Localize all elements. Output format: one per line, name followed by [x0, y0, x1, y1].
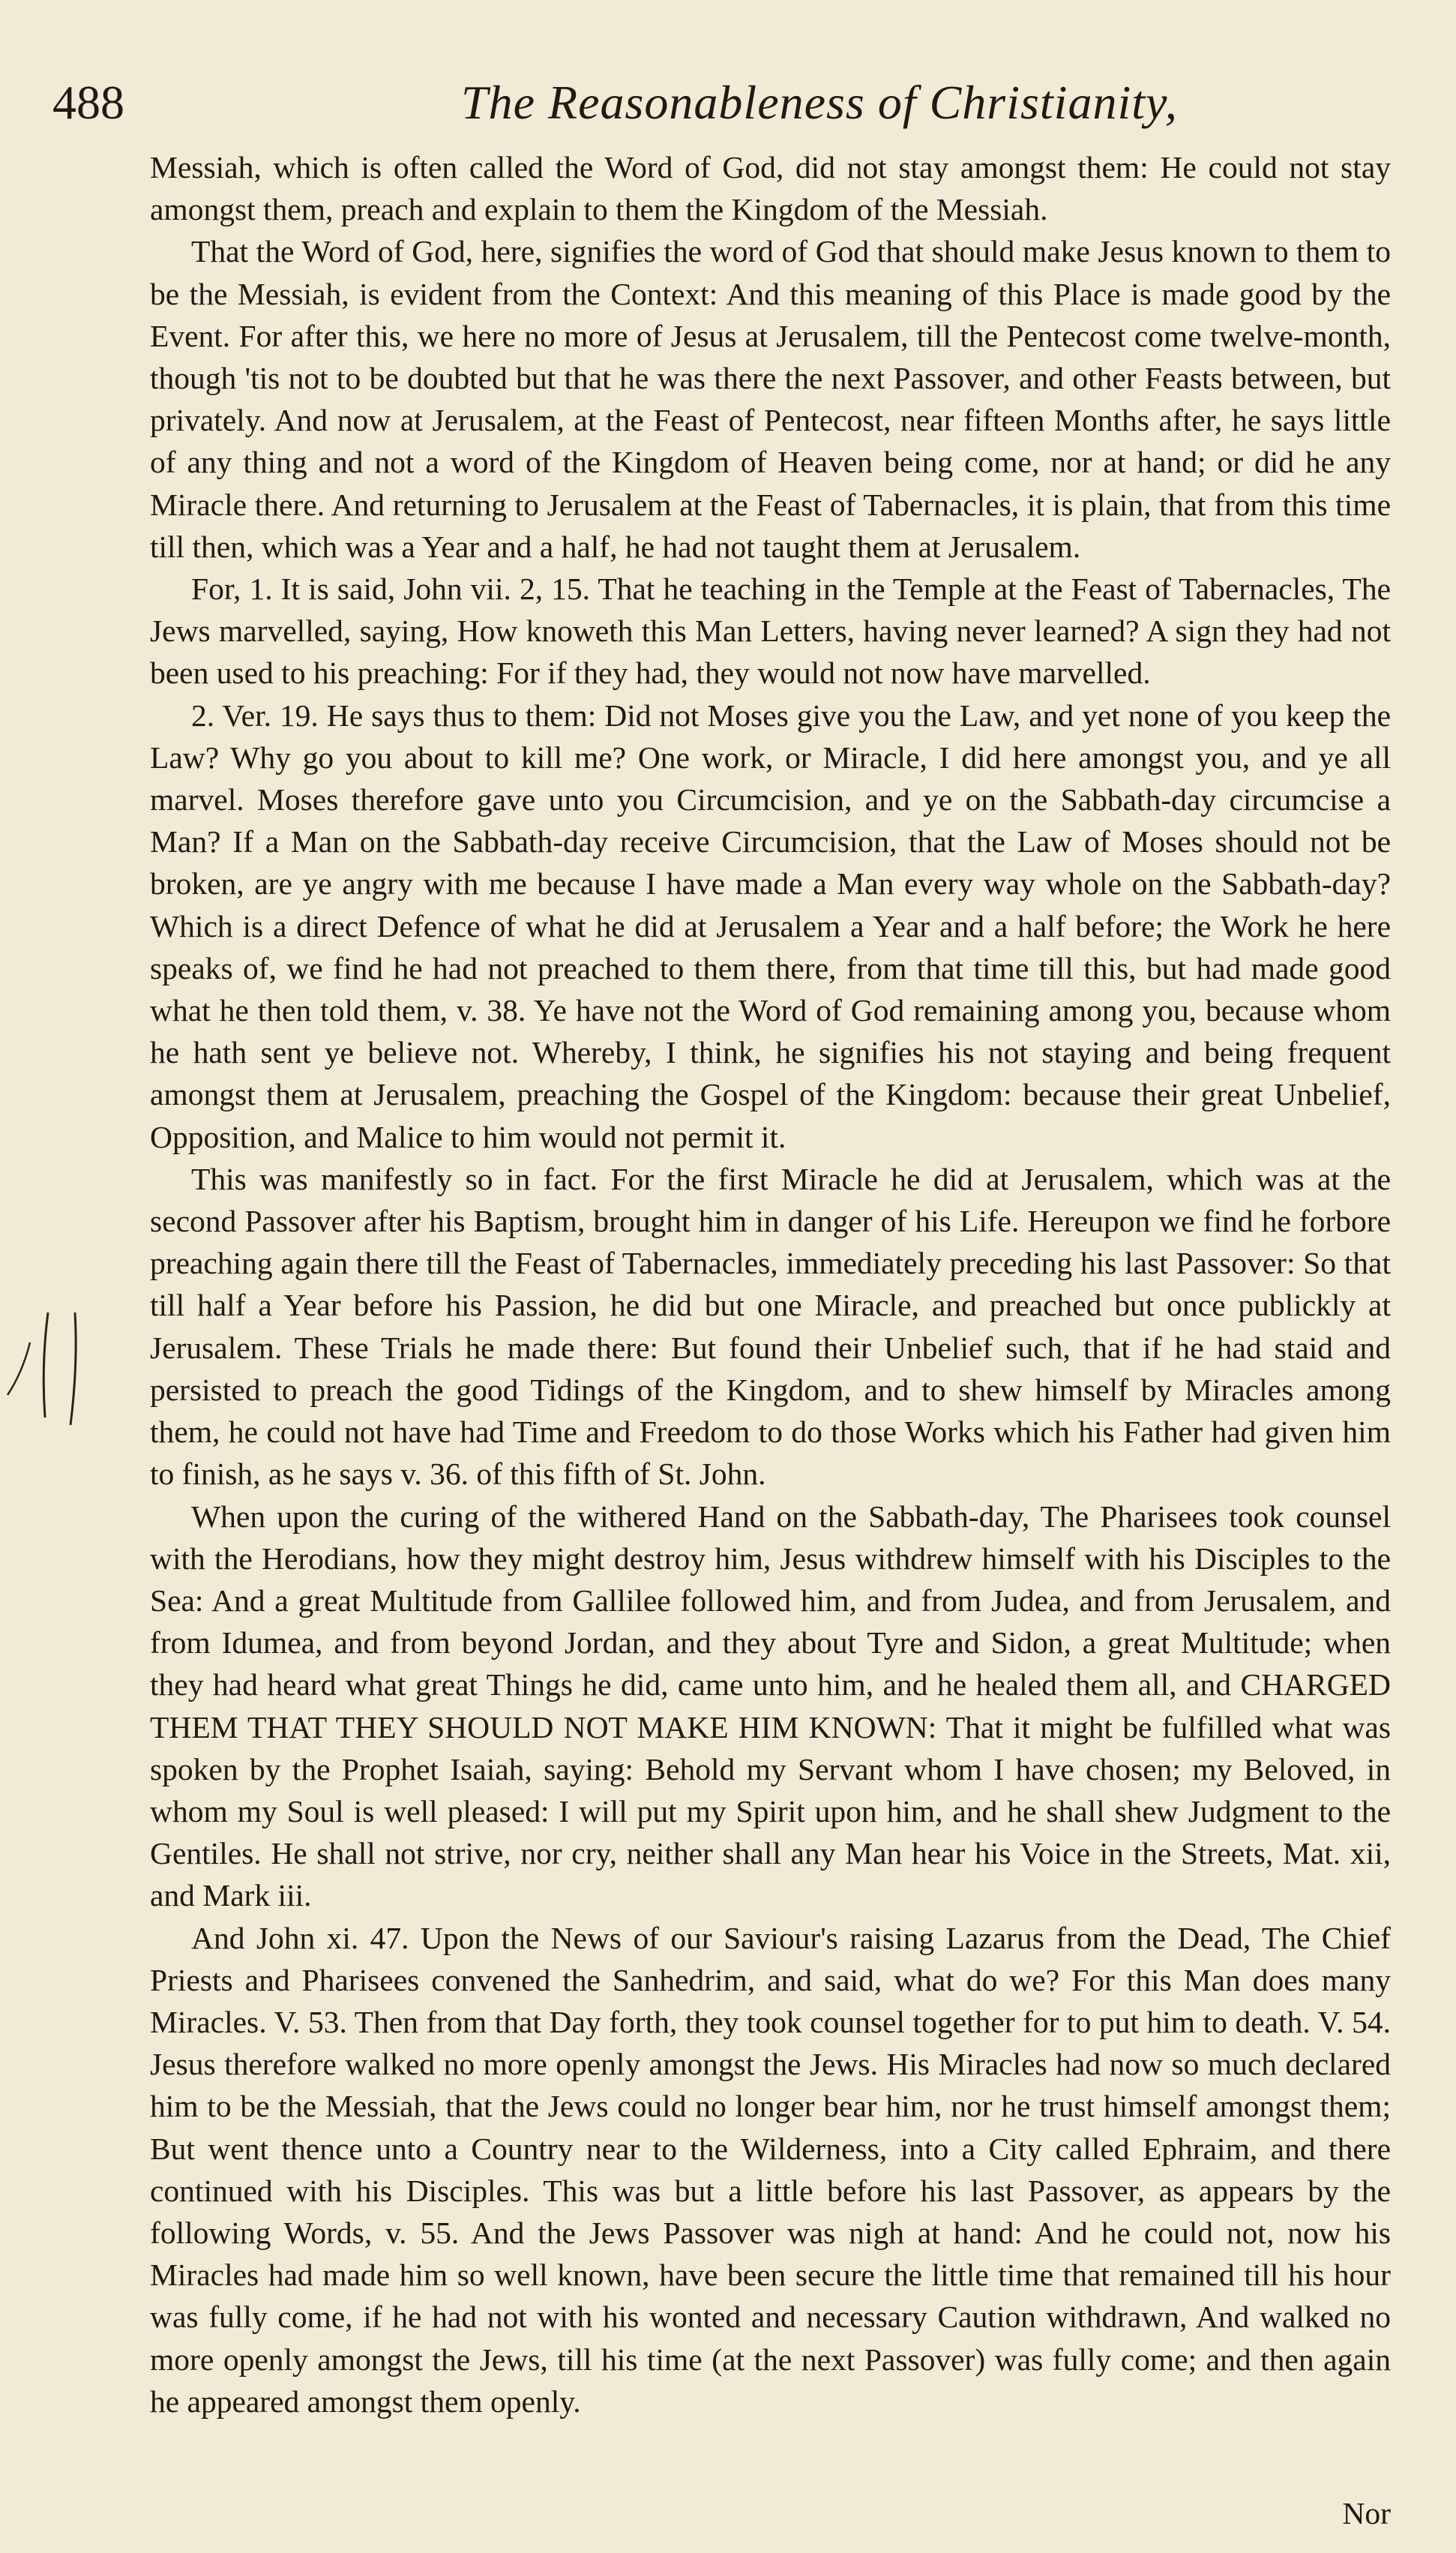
page-number: 488	[52, 76, 124, 129]
paragraph: That the Word of God, here, signifies the word of God that should make Jesus known to them to be the Messiah, is evident from the Context: And this meaning of this Place is made good by the Event. For after this, we here no more of Jesus at Jerusalem, till the Pentecost come twelve-month, though 'tis not to be doubted but that he was there the next Passover, and other Feasts between, but privately. And now at Jerusalem, at the Feast of Pentecost, near fifteen Months after, he says little of any thing and not a word of the Kingdom of Heaven being come, nor at hand; or did he any Miracle there. And returning to Jerusalem at the Feast of Tabernacles, it is plain, that from this time till then, which was a Year and a half, he had not taught them at Jerusalem.	[150, 234, 1391, 564]
paragraph: For, 1. It is said, John vii. 2, 15. That he teaching in the Temple at the Feast of Tabernacles, The Jews marvelled, saying, How knoweth this Man Letters, having never learned? A sign they had not been used to his preaching: For if they had, they would not now have marvelled.	[150, 572, 1391, 691]
paragraph: This was manifestly so in fact. For the first Miracle he did at Jerusalem, which was at the second Passover after his Baptism, brought him in danger of his Life. Hereupon we find he forbore preaching again there till the Feast of Tabernacles, immediately preceding his last Passover: So that till half a Year before his Passion, he did but one Miracle, and preached but once publickly at Jerusalem. These Trials he made there: But found their Unbelief such, that if he had staid and persisted to preach the good Tidings of the Kingdom, and to shew himself by Miracles among them, he could not have had Time and Freedom to do those Works which his Father had given him to finish, as he says v. 36. of this fifth of St. John.	[150, 1161, 1391, 1492]
paragraph: And John xi. 47. Upon the News of our Saviour's raising Lazarus from the Dead, The Chief Priests and Pharisees convened the Sanhedrim, and said, what do we? For this Man does many Miracles. V. 53. Then from that Day forth, they took counsel together for to put him to death. V. 54. Jesus therefore walked no more openly amongst the Jews. His Miracles had now so much declared him to be the Messiah, that the Jews could no longer bear him, nor he trust himself amongst them; But went thence unto a Country near to the Wilderness, into a City called Ephraim, and there continued with his Disciples. This was but a little before his last Passover, as appears by the following Words, v. 55. And the Jews Passover was nigh at hand: And he could not, now his Miracles had made him so well known, have been secure the little time that remained till his hour was fully come, if he had not with his wonted and necessary Caution withdrawn, And walked no more openly amongst the Jews, till his time (at the next Passover) was fully come; and then again he appeared amongst them openly.	[150, 1920, 1391, 2419]
page-header	[52, 75, 1395, 142]
catchword: Nor	[1342, 2496, 1391, 2530]
paragraph: 2. Ver. 19. He says thus to them: Did not Moses give you the Law, and yet none of you keep the Law? Why go you about to kill me? One work, or Miracle, I did here amongst you, and ye all marvel. Moses therefore gave unto you Circumcision, and ye on the Sabbath-day circumcise a Man? If a Man on the Sabbath-day receive Circumcision, that the Law of Moses should not be broken, are ye angry with me because I have made a Man every way whole on the Sabbath-day? Which is a direct Defence of what he did at Jerusalem a Year and a half before; the Work he here speaks of, we find he had not preached to them there, from that time till this, but had made good what he then told them, v. 38. Ye have not the Word of God remaining among you, because whom he hath sent ye believe not. Whereby, I think, he signifies his not staying and being frequent amongst them at Jerusalem, preaching the Gospel of the Kingdom: because their great Unbelief, Opposition, and Malice to him would not permit it.	[150, 698, 1391, 1154]
running-title: The Reasonableness of Christianity,	[461, 76, 1178, 129]
margin-ink-mark	[0, 1298, 97, 1448]
body-text	[150, 146, 1391, 2531]
paragraph: When upon the curing of the withered Hand on the Sabbath-day, The Pharisees took counsel with the Herodians, how they might destroy him, Jesus withdrew himself with his Disciples to the Sea: And a great Multitude from Gallilee followed him, and from Judea, and from Jerusalem, and from Idumea, and from beyond Jordan, and they about Tyre and Sidon, a great Multitude; when they had heard what great Things he did, came unto him, and he healed them all, and CHARGED THEM THAT THEY SHOULD NOT MAKE HIM KNOWN: That it might be fulfilled what was spoken by the Prophet Isaiah, saying: Behold my Servant whom I have chosen; my Beloved, in whom my Soul is well pleased: I will put my Spirit upon him, and he shall shew Judgment to the Gentiles. He shall not strive, nor cry, neither shall any Man hear his Voice in the Streets, Mat. xii, and Mark iii.	[150, 1498, 1391, 1913]
paragraph: Messiah, which is often called the Word of God, did not stay amongst them: He could not stay amongst them, preach and explain to them the Kingdom of the Messiah.	[150, 150, 1391, 227]
